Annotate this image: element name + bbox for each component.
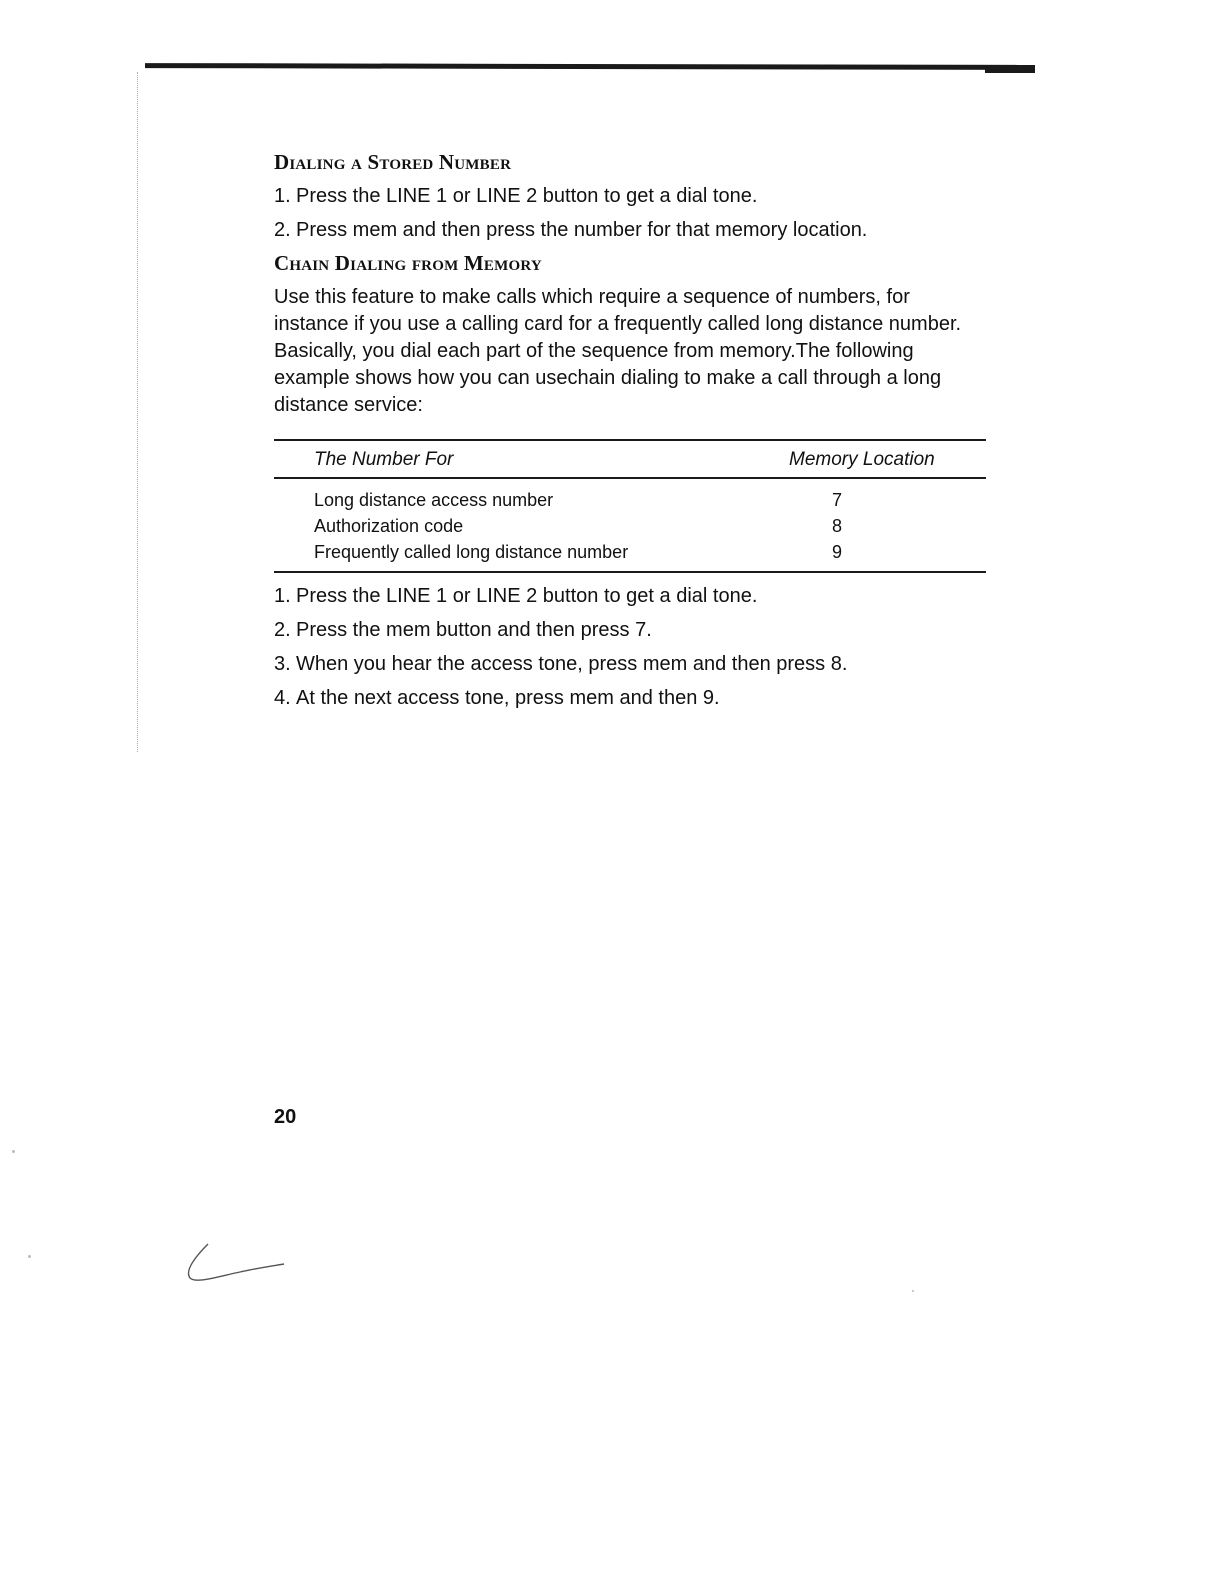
chain-dialing-paragraph: Use this feature to make calls which require a sequence of numbers, for instance if you use a calling card for a frequently called long distance number. Basically, you dial each part of the sequence from memory.The following example shows how you can usechain dialing to make a call through a long distance service:: [274, 286, 962, 416]
table-cell-location: 8: [831, 516, 842, 536]
table-cell-label: Frequently called long distance number: [314, 542, 629, 562]
pen-stroke-mark: [180, 1240, 290, 1290]
table-cell-label: Long distance access number: [314, 490, 554, 510]
column-header-memory-location: Memory Location: [744, 440, 986, 478]
left-margin-marks: [137, 72, 138, 752]
step-item: 2. Press the mem button and then press 7.: [274, 619, 652, 641]
step-item: 3. When you hear the access tone, press mem and then press 8.: [274, 653, 848, 675]
scan-speck: [12, 1150, 15, 1153]
section-heading-dialing-stored: Dialing a Stored Number: [274, 150, 512, 174]
table-cell-location: 9: [831, 542, 842, 562]
page-number: 20: [274, 1106, 297, 1128]
steps-chain-dialing: [274, 583, 986, 712]
memory-location-table: [274, 439, 986, 573]
table-cell-label: Authorization code: [314, 516, 464, 536]
scan-speck: [912, 1290, 914, 1292]
column-header-number-for: The Number For: [274, 440, 744, 478]
table-row: [274, 539, 986, 572]
table-header-row: [274, 440, 986, 478]
step-item: 1. Press the LINE 1 or LINE 2 button to get a dial tone.: [274, 585, 758, 607]
section-heading-chain-dialing: Chain Dialing from Memory: [274, 251, 542, 275]
table-row: [274, 513, 986, 539]
scan-speck: [28, 1255, 31, 1258]
top-rule-end: [985, 68, 1035, 73]
table-cell-location: 7: [831, 490, 842, 510]
step-item: 4. At the next access tone, press mem and then 9.: [274, 687, 720, 709]
step-item: 1. Press the LINE 1 or LINE 2 button to get a dial tone.: [274, 185, 758, 207]
top-rule: [145, 63, 1035, 70]
step-item: 2. Press mem and then press the number for that memory location.: [274, 219, 868, 241]
page-content: [274, 150, 986, 719]
table-row: [274, 478, 986, 513]
steps-dialing-stored: [274, 183, 986, 244]
